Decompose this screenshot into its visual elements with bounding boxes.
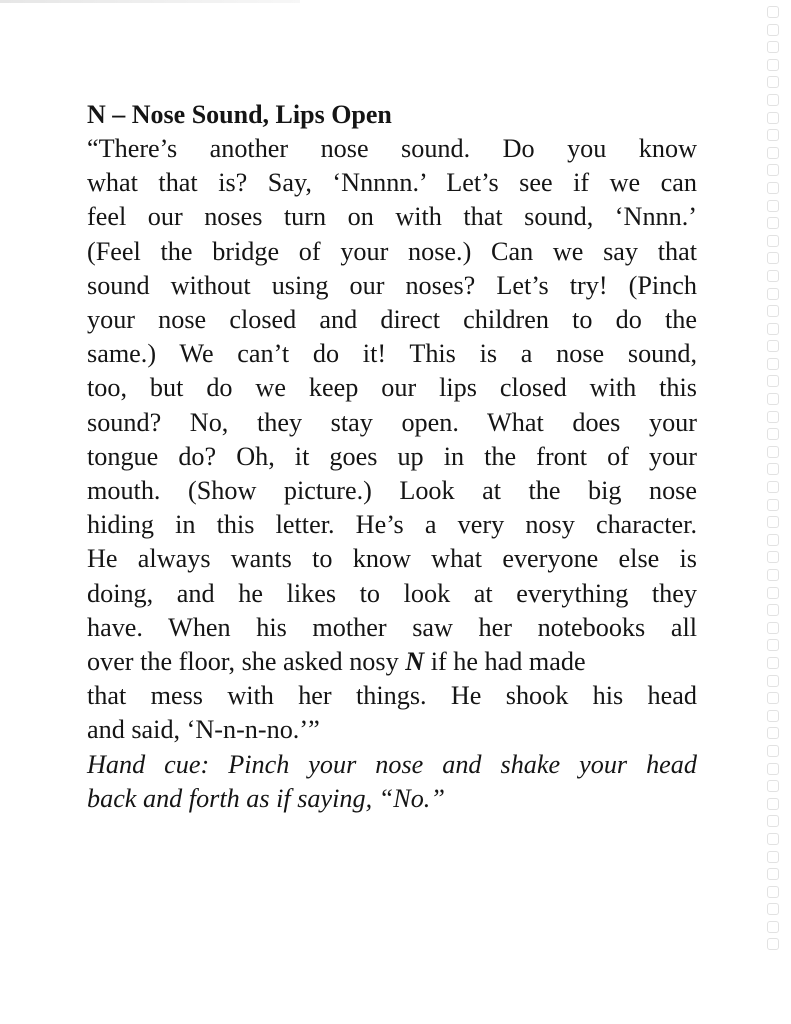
section-heading: N – Nose Sound, Lips Open xyxy=(87,100,392,129)
body-line: have. When his mother saw her notebooks all xyxy=(87,612,697,642)
body-line: feel our noses turn on with that sound, ‘Nnnn.’ xyxy=(87,202,697,232)
binding-hole xyxy=(767,252,779,264)
binding-hole xyxy=(767,323,779,335)
binding-hole xyxy=(767,94,779,106)
binding-hole xyxy=(767,921,779,933)
binding-hole xyxy=(767,6,779,18)
binding-hole xyxy=(767,463,779,475)
body-text: over the floor, she asked nosy xyxy=(87,647,399,677)
binding-hole xyxy=(767,516,779,528)
body-line: sound without using our noses? Let’s try! (Pinch xyxy=(87,270,697,300)
binding-hole xyxy=(767,41,779,53)
binding-hole xyxy=(767,587,779,599)
body-line: hiding in this letter. He’s a very nosy character. xyxy=(87,510,697,540)
body-line xyxy=(87,645,697,679)
binding-hole xyxy=(767,622,779,634)
binding-hole xyxy=(767,886,779,898)
binding-hole xyxy=(767,235,779,247)
binding-hole xyxy=(767,24,779,36)
binding-hole xyxy=(767,710,779,722)
binding-hole xyxy=(767,288,779,300)
body-line: your nose closed and direct children to do the xyxy=(87,305,697,335)
binding-hole xyxy=(767,657,779,669)
binding-hole xyxy=(767,164,779,176)
binding-hole xyxy=(767,129,779,141)
body-line: what that is? Say, ‘Nnnnn.’ Let’s see if we can xyxy=(87,168,697,198)
binding-hole xyxy=(767,798,779,810)
body-line: same.) We can’t do it! This is a nose sound, xyxy=(87,339,697,369)
binding-hole xyxy=(767,182,779,194)
binding-hole xyxy=(767,534,779,546)
binding-hole xyxy=(767,446,779,458)
binding-hole xyxy=(767,569,779,581)
body-line: mouth. (Show picture.) Look at the big nose xyxy=(87,476,697,506)
body-line: that mess with her things. He shook his head xyxy=(87,681,697,711)
binding-hole xyxy=(767,604,779,616)
body-line: sound? No, they stay open. What does your xyxy=(87,407,697,437)
binding-hole xyxy=(767,428,779,440)
binding-hole xyxy=(767,305,779,317)
binding-hole xyxy=(767,692,779,704)
binding-hole xyxy=(767,675,779,687)
hand-cue-line: back and forth as if saying, “No.” xyxy=(87,783,445,813)
lesson-text xyxy=(87,98,697,816)
binding-hole xyxy=(767,481,779,493)
hand-cue xyxy=(87,748,697,816)
letter-n-emphasis: N xyxy=(405,647,425,677)
binding-hole xyxy=(767,851,779,863)
binding-hole xyxy=(767,59,779,71)
binding-hole xyxy=(767,903,779,915)
hand-cue-line: Hand cue: Pinch your nose and shake your head xyxy=(87,749,697,779)
binding-hole xyxy=(767,815,779,827)
binding-hole xyxy=(767,147,779,159)
body-line: (Feel the bridge of your nose.) Can we say that xyxy=(87,236,697,266)
binding-hole xyxy=(767,411,779,423)
binding-hole xyxy=(767,393,779,405)
body-line: and said, ‘N-n-n-no.’” xyxy=(87,715,320,745)
binding-hole xyxy=(767,499,779,511)
binding-hole xyxy=(767,763,779,775)
binding-hole xyxy=(767,217,779,229)
binding-hole xyxy=(767,358,779,370)
binding-hole xyxy=(767,833,779,845)
binding-hole xyxy=(767,780,779,792)
lesson-body xyxy=(87,132,697,748)
binding-hole xyxy=(767,270,779,282)
body-line: tongue do? Oh, it goes up in the front of your xyxy=(87,441,697,471)
body-line: He always wants to know what everyone else is xyxy=(87,544,697,574)
binding-hole xyxy=(767,200,779,212)
binding-holes xyxy=(761,0,785,1024)
binding-hole xyxy=(767,375,779,387)
scan-edge-shadow xyxy=(0,0,300,3)
binding-hole xyxy=(767,551,779,563)
binding-hole xyxy=(767,938,779,950)
body-line: “There’s another nose sound. Do you know xyxy=(87,134,697,163)
binding-hole xyxy=(767,112,779,124)
binding-hole xyxy=(767,727,779,739)
body-text: if he had made xyxy=(424,647,586,677)
binding-hole xyxy=(767,76,779,88)
binding-hole xyxy=(767,340,779,352)
body-line: too, but do we keep our lips closed with this xyxy=(87,373,697,403)
body-line: doing, and he likes to look at everything they xyxy=(87,578,697,608)
binding-hole xyxy=(767,868,779,880)
binding-hole xyxy=(767,745,779,757)
binding-hole xyxy=(767,639,779,651)
